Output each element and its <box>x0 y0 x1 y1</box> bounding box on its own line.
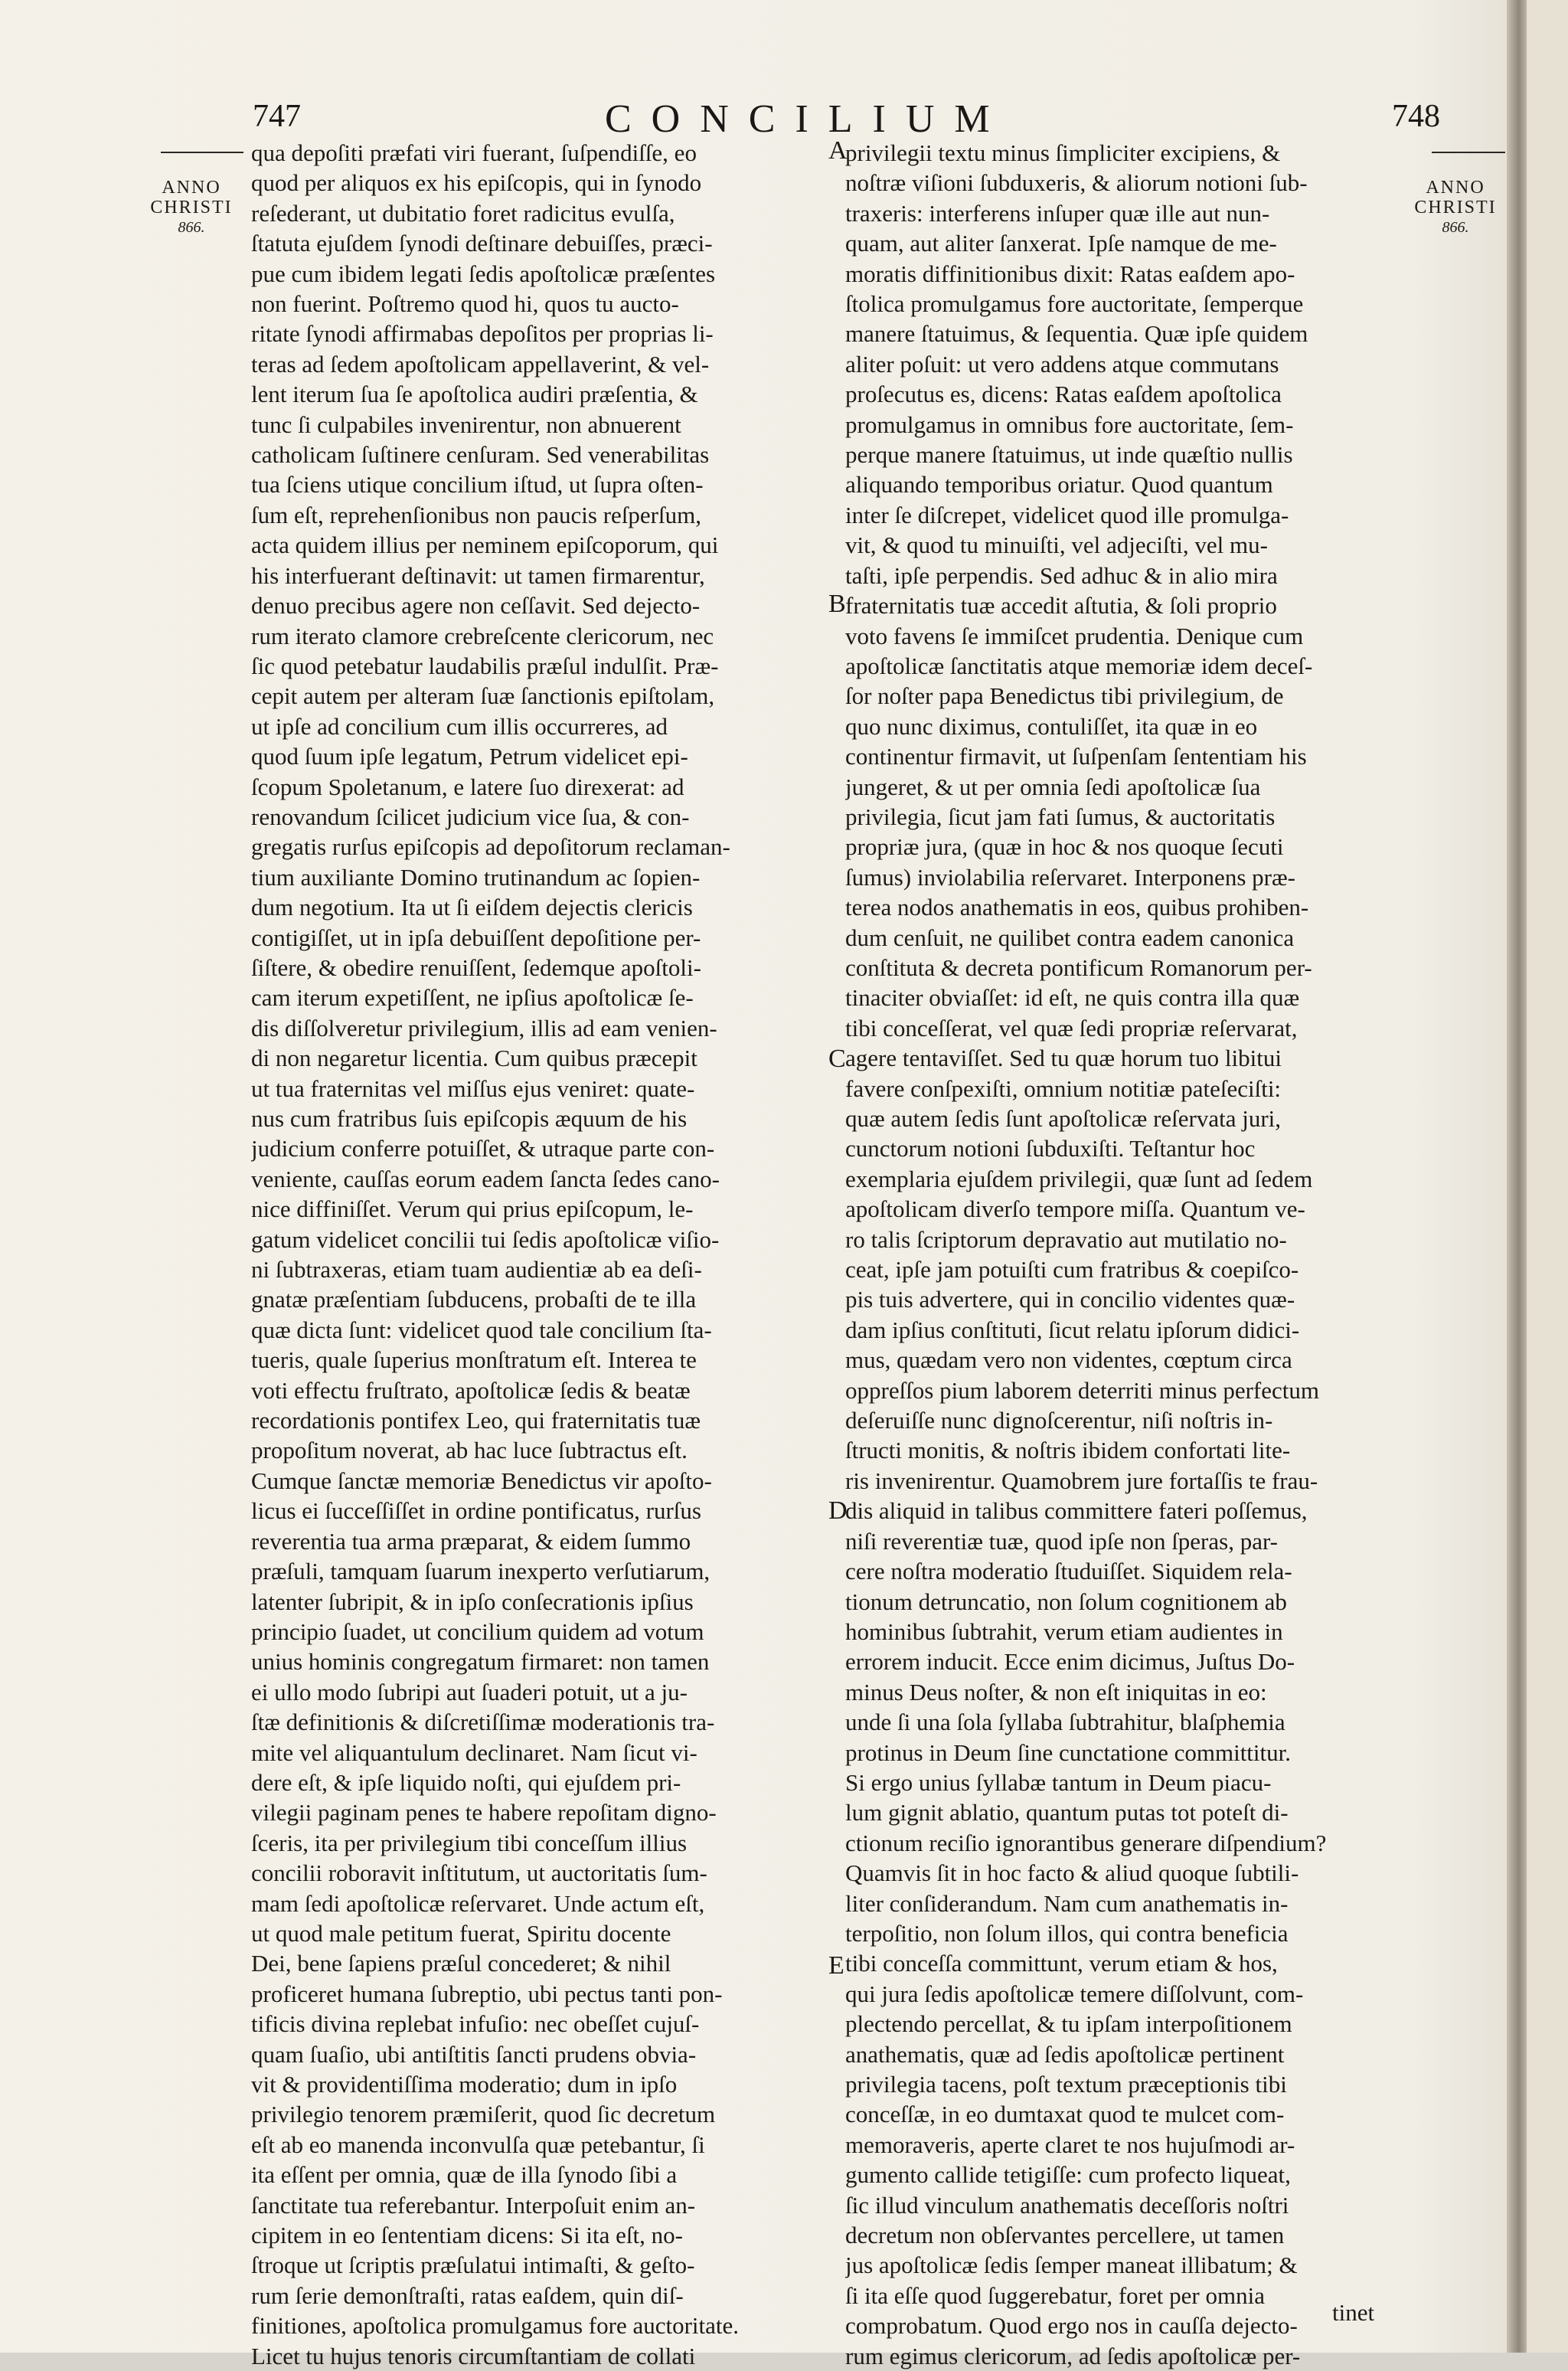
text-line: quo nunc diximus, contuliſſet, ita quæ in eo <box>845 712 1258 740</box>
text-line: ſic quod petebatur laudabilis præſul indulſit. Præ- <box>251 652 719 679</box>
margin-year: 866. <box>1442 219 1469 236</box>
text-line: latenter ſubripit, & in ipſo conſecrationis ipſius <box>251 1588 694 1615</box>
text-line: ſor noſter papa Benedictus tibi privilegium, de <box>845 682 1284 710</box>
text-line: gregatis rurſus epiſcopis ad depoſitorum reclaman- <box>251 833 730 861</box>
text-line: vit & providentiſſima moderatio; dum in ipſo <box>251 2071 678 2098</box>
text-line: propoſitum noverat, ab hac luce ſubtractus eſt. <box>251 1437 688 1464</box>
book-gutter <box>1507 0 1527 2353</box>
text-line: ſiſtere, & obedire renuiſſent, ſedemque apoſtoli- <box>251 953 701 981</box>
text-line: continentur firmavit, ut ſuſpenſam ſententiam his <box>845 743 1307 770</box>
text-column-left <box>251 138 818 2371</box>
margin-note-left <box>136 178 247 237</box>
text-line: gumento callide tetigiſſe: cum profecto liqueat, <box>845 2161 1291 2189</box>
text-line: eſt ab eo manenda inconvulſa quæ petebantur, ſi <box>251 2131 705 2158</box>
text-line: mite vel aliquantulum declinaret. Nam ſicut vi- <box>251 1738 697 1766</box>
text-line: perque manere ſtatuimus, ut inde quæſtio nullis <box>845 441 1293 469</box>
text-line: tinaciter obviaſſet: id eſt, ne quis contra illa quæ <box>845 984 1300 1012</box>
text-line: ſtolica promulgamus fore auctoritate, ſemperque <box>845 290 1304 318</box>
text-line: minus Deus noſter, & non eſt iniquitas in eo: <box>845 1678 1267 1705</box>
text-line: privilegia tacens, poſt textum præceptionis tibi <box>845 2071 1287 2098</box>
margin-year: 866. <box>178 219 205 236</box>
text-line: terea nodos anathematis in eos, quibus prohiben- <box>845 894 1309 921</box>
page-number-left: 747 <box>253 99 301 134</box>
text-line: exemplaria ejuſdem privilegii, quæ ſunt ad ſedem <box>845 1165 1313 1192</box>
margin-rule-left <box>161 152 243 153</box>
text-line: cipitem in eo ſententiam dicens: Si ita eſt, no- <box>251 2222 683 2249</box>
text-line: præſuli, tamquam ſuarum inexperto verſutiarum, <box>251 1558 710 1585</box>
text-line: cam iterum expetiſſent, ne ipſius apoſtolicæ ſe- <box>251 984 694 1012</box>
text-line: decretum non obſervantes percellere, ut tamen <box>845 2222 1285 2249</box>
text-line: tua ſciens utique concilium iſtud, ut ſupra oſten- <box>251 471 704 499</box>
text-line: proficeret humana ſubreptio, ubi pectus tanti pon- <box>251 1980 723 2007</box>
text-line: ſceris, ita per privilegium tibi conceſſum illius <box>251 1829 688 1856</box>
text-line: ſtroque ut ſcriptis præſulatui intimaſti, & geſto- <box>251 2252 695 2279</box>
text-line: catholicam ſuſtinere cenſuram. Sed venerabilitas <box>251 441 710 469</box>
text-line: ſtructi monitis, & noſtris ibidem confortati lite- <box>845 1437 1291 1464</box>
text-line: plectendo percellat, & tu ipſam interpoſitionem <box>845 2010 1292 2038</box>
text-line: aliquando temporibus oriatur. Quod quantum <box>845 471 1273 499</box>
text-line: tium auxiliante Domino trutinandum ac ſopien- <box>251 863 701 891</box>
text-line: qui jura ſedis apoſtolicæ temere diſſolvunt, com- <box>845 1980 1304 2007</box>
text-line: ſic illud vinculum anathematis deceſſoris noſtri <box>845 2191 1289 2219</box>
text-line: tificis divina replebat infuſio: nec obeſſet cujuſ- <box>251 2010 700 2038</box>
text-line: voto favens ſe immiſcet prudentia. Denique cum <box>845 622 1304 649</box>
text-line: ei ullo modo ſubripi aut ſuaderi potuit, ut a ju- <box>251 1678 688 1705</box>
text-line: concilii roboravit inſtitutum, ut auctoritatis ſum- <box>251 1859 707 1887</box>
section-letter-a: A <box>828 136 848 165</box>
text-line: promulgamus in omnibus fore auctoritate, ſem- <box>845 410 1294 438</box>
text-line: ſtatuta ejuſdem ſynodi deſtinare debuiſſes, præci- <box>251 230 713 257</box>
text-line: manere ſtatuimus, & ſequentia. Quæ ipſe quidem <box>845 320 1308 348</box>
text-line: ni ſubtraxeras, etiam tuam audientiæ ab ea deſi- <box>251 1256 702 1284</box>
text-line: quæ dicta ſunt: videlicet quod tale concilium ſta- <box>251 1316 712 1343</box>
text-line: ſumus) inviolabilia reſervaret. Interponens præ- <box>845 863 1295 891</box>
text-line: judicium conferre potuiſſet, & utraque parte con- <box>251 1135 715 1163</box>
text-line: propriæ jura, (quæ in hoc & nos quoque ſecuti <box>845 833 1284 861</box>
section-letter-b: B <box>828 590 846 618</box>
text-line: cunctorum notioni ſubduxiſti. Teſtantur hoc <box>845 1135 1256 1163</box>
page-number-right: 748 <box>1392 99 1440 134</box>
text-line: qua depoſiti præfati viri fuerant, ſuſpendiſſe, eo <box>251 139 697 166</box>
text-line: comprobatum. Quod ergo nos in cauſſa dejecto- <box>845 2312 1298 2340</box>
text-line: voti effectu fruſtrato, apoſtolicæ ſedis & beatæ <box>251 1376 691 1404</box>
text-line: jus apoſtolicæ ſedis ſemper maneat illibatum; & <box>845 2252 1298 2279</box>
text-line: taſti, ipſe perpendis. Sed adhuc & in alio mira <box>845 561 1278 589</box>
text-line: Cumque ſanctæ memoriæ Benedictus vir apoſto- <box>251 1467 712 1494</box>
text-line: principio ſuadet, ut concilium quidem ad votum <box>251 1617 704 1645</box>
section-letter-e: E <box>828 1951 844 1980</box>
text-line: terpoſitio, non ſolum illos, qui contra beneficia <box>845 1919 1289 1947</box>
text-line: lum gignit ablatio, quantum putas tot poteſt di- <box>845 1799 1289 1826</box>
text-line: quod ſuum ipſe legatum, Petrum videlicet epi- <box>251 743 688 770</box>
text-line: privilegio tenorem præmiſerit, quod ſic decretum <box>251 2101 716 2128</box>
text-line: ut ipſe ad concilium cum illis occurreres, ad <box>251 712 668 740</box>
text-line: dis diſſolveretur privilegium, illis ad eam venien- <box>251 1014 717 1042</box>
text-line: apoſtolicæ ſanctitatis atque memoriæ idem deceſ- <box>845 652 1313 679</box>
text-line: reverentia tua arma præparat, & eidem ſummo <box>251 1527 691 1555</box>
text-line: conceſſæ, in eo dumtaxat quod te mulcet com- <box>845 2101 1285 2128</box>
text-line: ro talis ſcriptorum depravatio aut mutilatio no- <box>845 1225 1287 1253</box>
text-line: Quamvis ſit in hoc facto & aliud quoque ſubtili- <box>845 1859 1299 1887</box>
text-line: quam ſuaſio, ubi antiſtitis ſancti prudens obvia- <box>251 2040 697 2068</box>
text-line: memoraveris, aperte claret te nos hujuſmodi ar- <box>845 2131 1295 2158</box>
text-line: non fuerint. Poſtremo quod hi, quos tu aucto- <box>251 290 679 318</box>
running-title: CONCILIUM <box>605 97 1010 141</box>
text-line: dis aliquid in talibus committere fateri poſſemus, <box>845 1497 1308 1525</box>
text-line: agere tentaviſſet. Sed tu quæ horum tuo libitui <box>845 1045 1282 1072</box>
text-line: oppreſſos pium laborem deterriti minus perfectum <box>845 1376 1319 1404</box>
text-line: recordationis pontifex Leo, qui fraternitatis tuæ <box>251 1407 701 1434</box>
text-line: nice diffiniſſet. Verum qui prius epiſcopum, le- <box>251 1195 694 1223</box>
text-line: renovandum ſcilicet judicium vice ſua, & con- <box>251 803 690 830</box>
text-line: traxeris: interferens inſuper quæ ille aut nun- <box>845 199 1270 227</box>
text-line: dere eſt, & ipſe liquido noſti, qui ejuſdem pri- <box>251 1768 681 1796</box>
text-line: pue cum ibidem legati ſedis apoſtolicæ præſentes <box>251 260 716 287</box>
text-line: ſum eſt, reprehenſionibus non paucis reſperſum, <box>251 501 701 528</box>
text-line: ſi ita eſſe quod ſuggerebatur, foret per omnia <box>845 2281 1265 2309</box>
text-line: gnatæ præſentiam ſubducens, probaſti de te illa <box>251 1286 697 1313</box>
text-line: aliter poſuit: ut vero addens atque commutans <box>845 350 1279 378</box>
text-line: dum negotium. Ita ut ſi eiſdem dejectis clericis <box>251 894 693 921</box>
text-line: veniente, cauſſas eorum eadem ſancta ſedes cano- <box>251 1165 720 1192</box>
text-line: apoſtolicam diverſo tempore miſſa. Quantum ve- <box>845 1195 1305 1223</box>
text-line: his interfuerant deſtinavit: ut tamen firmarentur, <box>251 561 705 589</box>
text-line: ut quod male petitum fuerat, Spiritu docente <box>251 1919 671 1947</box>
text-line: ſanctitate tua referebantur. Interpoſuit enim an- <box>251 2191 696 2219</box>
text-line: anathematis, quæ ad ſedis apoſtolicæ pertinent <box>845 2040 1285 2068</box>
text-line: ris invenirentur. Quamobrem jure fortaſſis te frau- <box>845 1467 1318 1494</box>
text-line: tueris, quale ſuperius monſtratum eſt. Interea te <box>251 1346 697 1374</box>
text-line: ctionum reciſio ignorantibus generare diſpendium? <box>845 1829 1327 1856</box>
text-line: rum iterato clamore crebreſcente clericorum, nec <box>251 622 714 649</box>
text-line: protinus in Deum ſine cunctatione committitur. <box>845 1738 1292 1766</box>
margin-anno-label: ANNO <box>162 178 221 198</box>
text-line: contigiſſet, ut in ipſa debuiſſent depoſitione per- <box>251 924 701 951</box>
text-line: Licet tu hujus tenoris circumſtantiam de collati <box>251 2342 696 2369</box>
text-line: quam, aut aliter ſanxerat. Ipſe namque de me- <box>845 230 1277 257</box>
text-line: proſecutus es, dicens: Ratas eaſdem apoſtolica <box>845 381 1282 408</box>
text-line: finitiones, apoſtolica promulgamus fore auctoritate. <box>251 2312 740 2340</box>
text-line: acta quidem illius per neminem epiſcoporum, qui <box>251 531 719 559</box>
text-line: quod per aliquos ex his epiſcopis, qui in ſynodo <box>251 169 702 197</box>
text-column-right <box>845 138 1403 2371</box>
text-line: hominibus ſubtrahit, verum etiam audientes in <box>845 1617 1283 1645</box>
margin-note-right <box>1404 178 1507 237</box>
text-line: favere conſpexiſti, omnium notitiæ pateſeciſti: <box>845 1074 1282 1102</box>
text-line: vit, & quod tu minuiſti, vel adjeciſti, vel mu- <box>845 531 1268 559</box>
text-line: ita eſſent per omnia, quæ de illa ſynodo ſibi a <box>251 2161 678 2189</box>
text-line: nus cum fratribus ſuis epiſcopis æquum de his <box>251 1105 688 1132</box>
text-line: noſtræ viſioni ſubduxeris, & aliorum notioni ſub- <box>845 169 1308 197</box>
text-line: vilegii paginam penes te habere repoſitam digno- <box>251 1799 717 1826</box>
margin-christi-label: CHRISTI <box>1414 198 1497 217</box>
text-line: licus ei ſucceſſiſſet in ordine pontificatus, rurſus <box>251 1497 701 1525</box>
text-line: liter conſiderandum. Nam cum anathematis in- <box>845 1889 1289 1917</box>
facing-page-edge <box>1527 0 1568 2353</box>
text-line: ſtæ definitionis & diſcretiſſimæ moderationis tra- <box>251 1709 715 1736</box>
text-line: tunc ſi culpabiles invenirentur, non abnuerent <box>251 410 681 438</box>
text-line: ut tua fraternitas vel miſſus ejus veniret: quate- <box>251 1074 695 1102</box>
text-line: tibi conceſſerat, vel quæ ſedi propriæ reſervarat, <box>845 1014 1298 1042</box>
text-line: gatum videlicet concilii tui ſedis apoſtolicæ viſio- <box>251 1225 720 1253</box>
text-line: ritate ſynodi affirmabas depoſitos per proprias li- <box>251 320 714 348</box>
text-line: dum cenſuit, ne quilibet contra eadem canonica <box>845 924 1295 951</box>
text-line: Si ergo unius ſyllabæ tantum in Deum piacu- <box>845 1768 1272 1796</box>
section-letter-d: D <box>828 1496 848 1525</box>
text-line: mam ſedi apoſtolicæ reſervaret. Unde actum eſt, <box>251 1889 705 1917</box>
text-line: fraternitatis tuæ accedit aſtutia, & ſoli proprio <box>845 592 1277 620</box>
text-line: lent iterum ſua ſe apoſtolica audiri præſentia, & <box>251 381 698 408</box>
text-line: jungeret, & ut per omnia ſedi apoſtolicæ ſua <box>845 773 1261 800</box>
section-letter-c: C <box>828 1045 846 1073</box>
text-line: ceat, ipſe jam potuiſti cum fratribus & coepiſco- <box>845 1256 1299 1284</box>
text-line: denuo precibus agere non ceſſavit. Sed dejecto- <box>251 592 701 620</box>
text-line: cere noſtra moderatio ſtuduiſſet. Siquidem rela- <box>845 1558 1292 1585</box>
text-line: rum egimus clericorum, ad ſedis apoſtolicæ per- <box>845 2342 1301 2369</box>
text-line: conſtituta & decreta pontificum Romanorum per- <box>845 953 1312 981</box>
text-line: tibi conceſſa committunt, verum etiam & hos, <box>845 1950 1278 1977</box>
text-line: pis tuis advertere, qui in concilio videntes quæ- <box>845 1286 1295 1313</box>
margin-christi-label: CHRISTI <box>150 198 233 217</box>
text-line: inter ſe diſcrepet, videlicet quod ille promulga- <box>845 501 1289 528</box>
text-line: cepit autem per alteram ſuæ ſanctionis epiſtolam, <box>251 682 715 710</box>
text-line: rum ſerie demonſtraſti, ratas eaſdem, quin diſ- <box>251 2281 684 2309</box>
text-line: dam ipſius conſtituti, ſicut relatu ipſorum didici- <box>845 1316 1300 1343</box>
text-line: teras ad ſedem apoſtolicam appellaverint, & vel- <box>251 350 710 378</box>
text-line: unius hominis congregatum firmaret: non tamen <box>251 1648 710 1676</box>
text-line: di non negaretur licentia. Cum quibus præcepit <box>251 1045 697 1072</box>
text-line: quæ autem ſedis ſunt apoſtolicæ reſervata juri, <box>845 1105 1282 1132</box>
text-line: unde ſi una ſola ſyllaba ſubtrahitur, blaſphemia <box>845 1709 1285 1736</box>
text-line: mus, quædam vero non videntes, cœptum circa <box>845 1346 1292 1374</box>
text-line: niſi reverentiæ tuæ, quod ipſe non ſperas, par- <box>845 1527 1278 1555</box>
text-line: ſcopum Spoletanum, e latere ſuo direxerat: ad <box>251 773 684 800</box>
text-line: moratis diffinitionibus dixit: Ratas eaſdem apo- <box>845 260 1295 287</box>
text-line: deſeruiſſe nunc dignoſcerentur, niſi noſtris in- <box>845 1407 1273 1434</box>
catchword: tinet <box>1332 2299 1375 2326</box>
text-line: errorem inducit. Ecce enim dicimus, Juſtus Do- <box>845 1648 1295 1676</box>
text-line: tionum detruncatio, non ſolum cognitionem ab <box>845 1588 1287 1615</box>
text-line: Dei, bene ſapiens præſul concederet; & nihil <box>251 1950 671 1977</box>
text-line: reſederant, ut dubitatio foret radicitus evulſa, <box>251 199 675 227</box>
margin-rule-right <box>1432 152 1505 153</box>
margin-anno-label: ANNO <box>1426 178 1485 198</box>
text-line: privilegii textu minus ſimpliciter excipiens, & <box>845 139 1281 166</box>
text-line: privilegia, ſicut jam fati ſumus, & auctoritatis <box>845 803 1276 830</box>
